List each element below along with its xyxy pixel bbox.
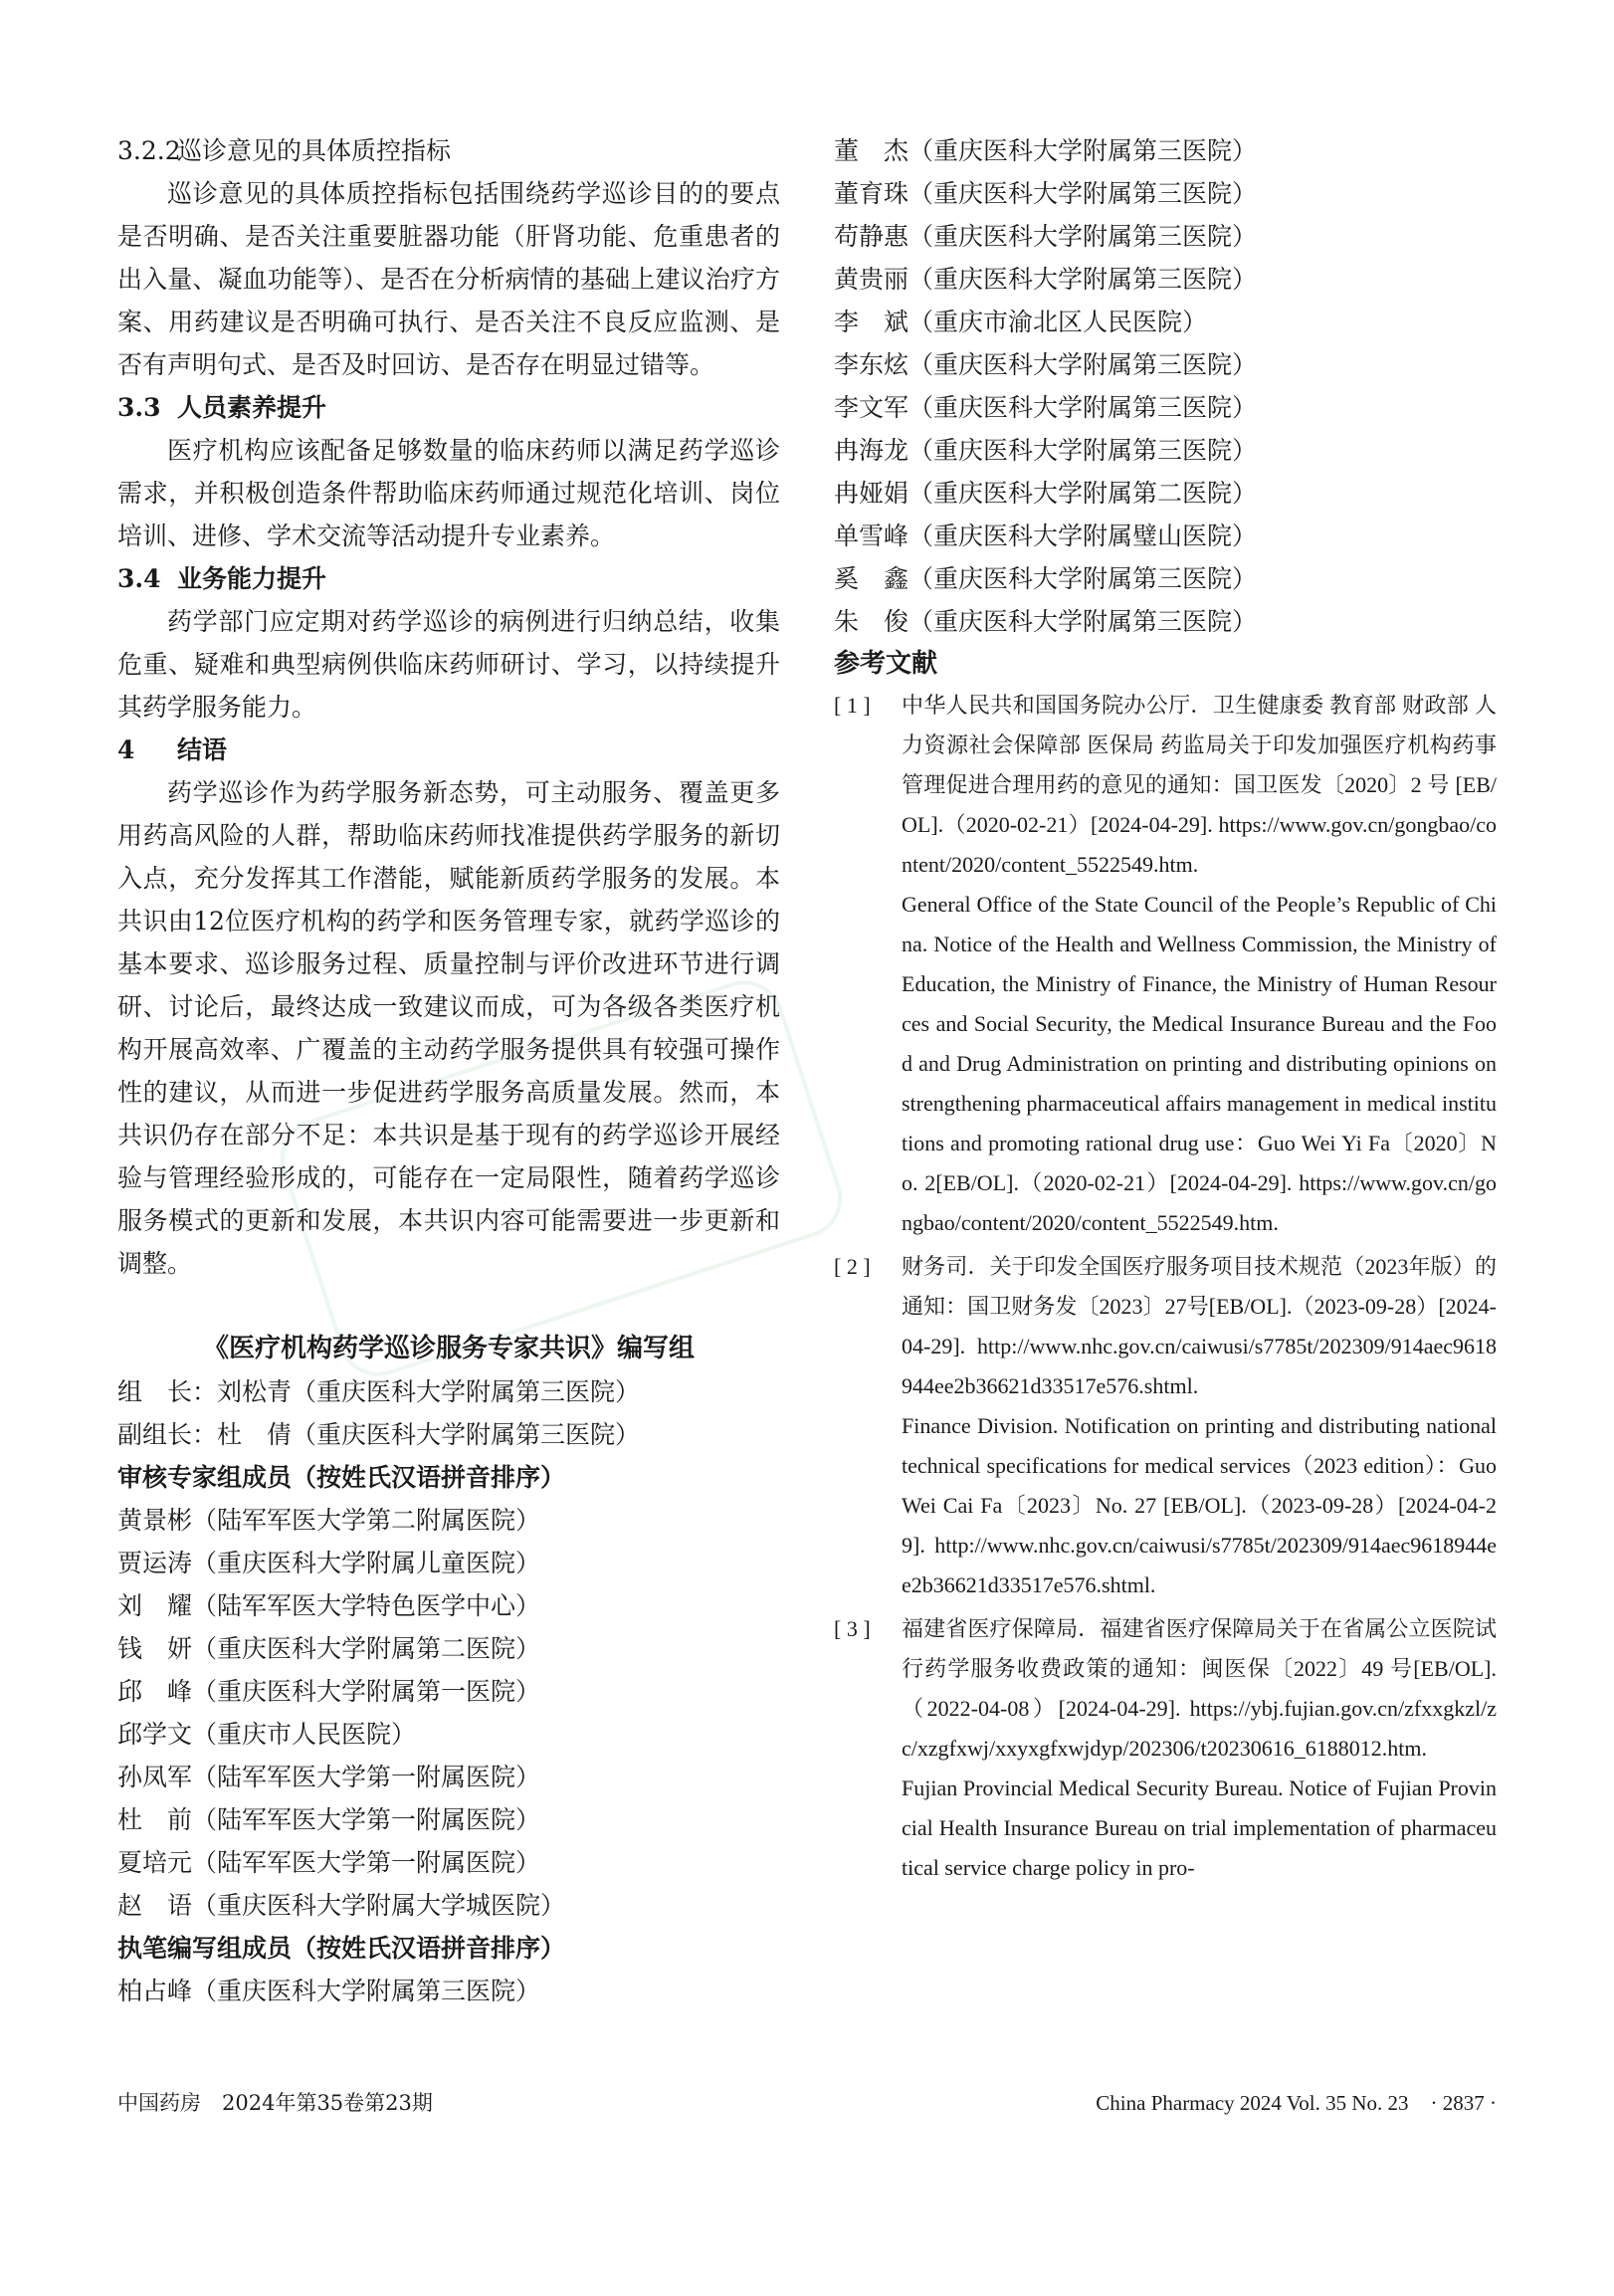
section-heading-3-4: 3.4 业务能力提升	[117, 564, 327, 593]
paragraph-3-4: 药学部门应定期对药学巡诊的病例进行归纳总结，收集危重、疑难和典型病例供临床药师研讨、学习，以持续提升其药学服务能力。	[117, 607, 780, 722]
left-column	[117, 129, 780, 2012]
reviewer-item: 邱学文（重庆市人民医院）	[117, 1720, 417, 1749]
writer-item: 黄贵丽（重庆医科大学附属第三医院）	[834, 265, 1258, 294]
reference-text-zh: 财务司．关于印发全国医疗服务项目技术规范（2023年版）的通知：国卫财务发〔2023〕27号[EB/OL].（2023-09-28）[2024-04-29]. http://www.nhc.gov.cn/caiwusi/s7785t/202309/914aec9618944ee2b36621d33517e576.shtml.	[902, 1254, 1497, 1398]
writer-item: 董 杰（重庆医科大学附属第三医院）	[834, 136, 1258, 165]
writer-item: 奚 鑫（重庆医科大学附属第三医院）	[834, 564, 1258, 593]
writer-item: 李东炫（重庆医科大学附属第三医院）	[834, 350, 1258, 379]
paragraph-3-2-2: 巡诊意见的具体质控指标包括围绕药学巡诊目的的要点是否明确、是否关注重要脏器功能（肝肾功能、危重患者的出入量、凝血功能等）、是否在分析病情的基础上建议治疗方案、用药建议是否明确可执行、是否关注不良反应监测、是否有声明句式、是否及时回访、是否存在明显过错等。	[117, 179, 780, 379]
reference-text-en: General Office of the State Council of the People’s Republic of China. Notice of the Health and Wellness Commission, the Ministry of Education, the Ministry of Finance, the Ministry of Human Resources and Social Security, the Medical Insurance Bureau and the Food and Drug Administration on printing and distributing opinions on strengthening pharmaceutical affairs management in medical institutions and promoting rational drug use：Guo Wei Yi Fa〔2020〕No. 2[EB/OL].（2020-02-21）[2024-04-29]. https://www.gov.cn/gongbao/content/2020/content_5522549.htm.	[902, 892, 1497, 1235]
reviewer-item: 杜 前（陆军军医大学第一附属医院）	[117, 1805, 541, 1834]
writers-heading: 执笔编写组成员（按姓氏汉语拼音排序）	[117, 1934, 566, 1963]
reference-item-3	[834, 1609, 1497, 1888]
reviewer-item: 黄景彬（陆军军医大学第二附属医院）	[117, 1506, 541, 1535]
reviewer-item: 夏培元（陆军军医大学第一附属医院）	[117, 1848, 541, 1877]
reference-item-2	[834, 1247, 1497, 1605]
reference-text-en: Fujian Provincial Medical Security Bureau. Notice of Fujian Provincial Health Insurance Bureau on trial implementation of pharmaceutical service charge policy in pro-	[902, 1775, 1497, 1880]
section-heading-3-2-2: 3.2.2巡诊意见的具体质控指标	[117, 136, 452, 165]
writing-group-title: 《医疗机构药学巡诊服务专家共识》编写组	[202, 1334, 695, 1363]
reviewer-item: 刘 耀（陆军军医大学特色医学中心）	[117, 1591, 541, 1620]
page-number: · 2837 ·	[1430, 2091, 1497, 2115]
reference-number: [ 1 ]	[834, 693, 871, 718]
writer-item: 柏占峰（重庆医科大学附属第三医院）	[117, 1977, 541, 2005]
reference-number: [ 2 ]	[834, 1254, 871, 1279]
group-leader: 组 长：刘松青（重庆医科大学附属第三医院）	[117, 1377, 641, 1406]
reviewer-item: 钱 妍（重庆医科大学附属第二医院）	[117, 1634, 541, 1663]
reference-text-zh: 中华人民共和国国务院办公厅．卫生健康委 教育部 财政部 人力资源社会保障部 医保局 药监局关于印发加强医疗机构药事管理促进合理用药的意见的通知：国卫医发〔2020〕2 号 [EB/OL].（2020-02-21）[2024-04-29]. https://www.gov.cn/gongbao/content/2020/content_5522549.htm.	[902, 693, 1497, 877]
footer-right	[1074, 2088, 1497, 2118]
reference-text-zh: 福建省医疗保障局．福建省医疗保障局关于在省属公立医院试行药学服务收费政策的通知：闽医保〔2022〕49 号[EB/OL].（2022-04-08）[2024-04-29]. https://ybj.fujian.gov.cn/zfxxgkzl/zc/xzgfxwj/xxyxgfxwjdyp/202306/t20230616_6188012.htm.	[902, 1616, 1497, 1761]
section-heading-3-3: 3.3 人员素养提升	[117, 393, 327, 422]
right-column	[834, 129, 1497, 1892]
reviewer-item: 孙凤军（陆军军医大学第一附属医院）	[117, 1763, 541, 1791]
paragraph-3-3: 医疗机构应该配备足够数量的临床药师以满足药学巡诊需求，并积极创造条件帮助临床药师通过规范化培训、岗位培训、进修、学术交流等活动提升专业素养。	[117, 436, 780, 550]
section-heading-4: 4 结语	[117, 735, 228, 764]
writer-item: 单雪峰（重庆医科大学附属璧山医院）	[834, 522, 1258, 550]
reviewer-item: 赵 语（重庆医科大学附属大学城医院）	[117, 1891, 566, 1920]
writer-item: 冉娅娟（重庆医科大学附属第二医院）	[834, 479, 1258, 508]
reviewer-item: 邱 峰（重庆医科大学附属第一医院）	[117, 1677, 541, 1706]
writer-item: 李 斌（重庆市渝北区人民医院）	[834, 308, 1208, 336]
footer-journal-cn: 中国药房 2024年第35卷第23期	[117, 2091, 433, 2115]
reviewer-item: 贾运涛（重庆医科大学附属儿童医院）	[117, 1549, 541, 1577]
writer-item: 冉海龙（重庆医科大学附属第三医院）	[834, 436, 1258, 465]
deputy-leader: 副组长：杜 倩（重庆医科大学附属第三医院）	[117, 1420, 641, 1449]
writer-item: 董育珠（重庆医科大学附属第三医院）	[834, 179, 1258, 208]
paragraph-conclusion: 药学巡诊作为药学服务新态势，可主动服务、覆盖更多用药高风险的人群，帮助临床药师找准提供药学服务的新切入点，充分发挥其工作潜能，赋能新质药学服务的发展。本共识由12位医疗机构的药学和医务管理专家，就药学巡诊的基本要求、巡诊服务过程、质量控制与评价改进环节进行调研、讨论后，最终达成一致建议而成，可为各级各类医疗机构开展高效率、广覆盖的主动药学服务提供具有较强可操作性的建议，从而进一步促进药学服务高质量发展。然而，本共识仍存在部分不足：本共识是基于现有的药学巡诊开展经验与管理经验形成的，可能存在一定局限性，随着药学巡诊服务模式的更新和发展，本共识内容可能需要进一步更新和调整。	[117, 778, 780, 1278]
reference-number: [ 3 ]	[834, 1616, 871, 1641]
reference-text-en: Finance Division. Notification on printing and distributing national technical specifications for medical services（2023 edition）：Guo Wei Cai Fa〔2023〕No. 27 [EB/OL].（2023-09-28）[2024-04-29]. http://www.nhc.gov.cn/caiwusi/s7785t/202309/914aec9618944ee2b36621d33517e576.shtml.	[902, 1413, 1497, 1597]
writer-item: 朱 俊（重庆医科大学附属第三医院）	[834, 607, 1258, 636]
writer-item: 李文军（重庆医科大学附属第三医院）	[834, 393, 1258, 422]
reference-item-1	[834, 686, 1497, 1243]
reviewers-heading: 审核专家组成员（按姓氏汉语拼音排序）	[117, 1463, 566, 1492]
footer-journal-en: China Pharmacy 2024 Vol. 35 No. 23	[1096, 2091, 1409, 2115]
writer-item: 苟静惠（重庆医科大学附属第三医院）	[834, 222, 1258, 251]
references-heading: 参考文献	[834, 649, 938, 679]
